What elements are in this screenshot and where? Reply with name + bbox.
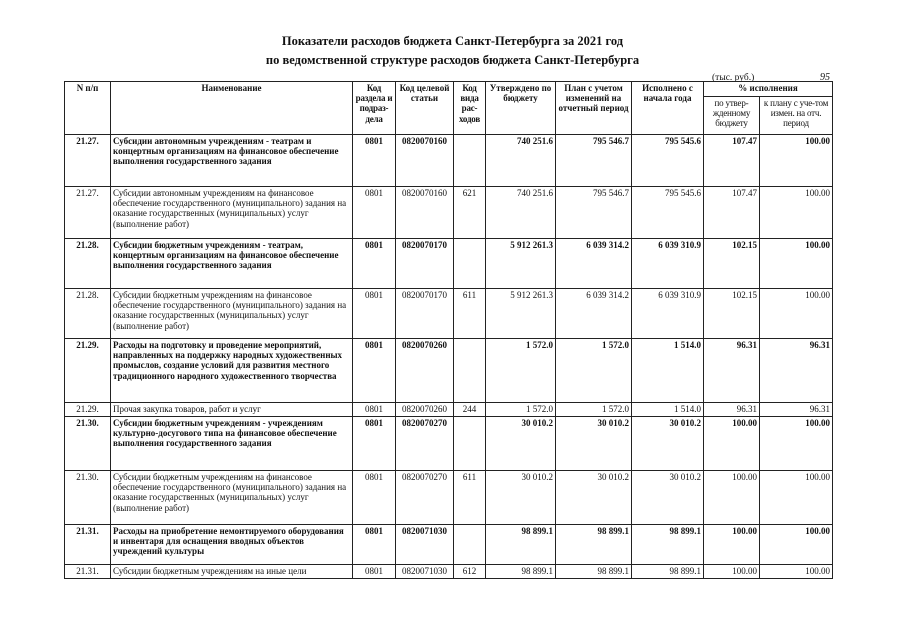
header-kind: Код вида рас-ходов xyxy=(454,82,486,135)
row-section-code: 0801 xyxy=(353,339,396,403)
row-pct-plan: 100.00 xyxy=(760,565,833,579)
row-target-code: 0820070170 xyxy=(396,239,454,289)
header-executed: Исполнено с начала года xyxy=(632,82,704,135)
row-name: Субсидии автономным учреждениям - театрам и концертным организациям на финансовое обеспечение выполнения государственного задания xyxy=(111,135,353,187)
row-target-code: 0820070270 xyxy=(396,471,454,525)
row-target-code: 0820070260 xyxy=(396,403,454,417)
row-section-code: 0801 xyxy=(353,239,396,289)
row-pct-approved: 102.15 xyxy=(704,289,760,339)
row-approved: 30 010.2 xyxy=(486,471,556,525)
row-pct-plan: 96.31 xyxy=(760,403,833,417)
row-executed: 98 899.1 xyxy=(632,565,704,579)
row-kind-code xyxy=(454,525,486,565)
row-target-code: 0820071030 xyxy=(396,525,454,565)
row-pct-plan: 100.00 xyxy=(760,525,833,565)
row-executed: 1 514.0 xyxy=(632,403,704,417)
header-target: Код целевой статьи xyxy=(396,82,454,135)
row-kind-code xyxy=(454,239,486,289)
row-kind-code: 621 xyxy=(454,187,486,239)
row-name: Расходы на подготовку и проведение мероприятий, направленных на поддержку народных художественных промыслов, создание условий для развития местного традиционного народного художественного творчества xyxy=(111,339,353,403)
row-pct-plan: 100.00 xyxy=(760,471,833,525)
row-plan: 6 039 314.2 xyxy=(556,239,632,289)
row-approved: 98 899.1 xyxy=(486,565,556,579)
row-approved: 5 912 261.3 xyxy=(486,289,556,339)
row-approved: 740 251.6 xyxy=(486,135,556,187)
row-number: 21.30. xyxy=(65,471,111,525)
units-label: (тыс. руб.) xyxy=(712,73,755,83)
row-section-code: 0801 xyxy=(353,525,396,565)
row-number: 21.28. xyxy=(65,289,111,339)
row-number: 21.31. xyxy=(65,525,111,565)
row-number: 21.27. xyxy=(65,187,111,239)
row-approved: 98 899.1 xyxy=(486,525,556,565)
table-row xyxy=(65,135,833,187)
row-plan: 1 572.0 xyxy=(556,403,632,417)
row-pct-approved: 100.00 xyxy=(704,525,760,565)
row-section-code: 0801 xyxy=(353,187,396,239)
row-pct-plan: 100.00 xyxy=(760,239,833,289)
row-plan: 30 010.2 xyxy=(556,417,632,471)
row-number: 21.27. xyxy=(65,135,111,187)
row-section-code: 0801 xyxy=(353,135,396,187)
header-pct-plan: к плану с уче-том измен. на отч. период xyxy=(760,97,833,135)
table-row xyxy=(65,239,833,289)
row-plan: 1 572.0 xyxy=(556,339,632,403)
row-pct-plan: 100.00 xyxy=(760,135,833,187)
row-target-code: 0820071030 xyxy=(396,565,454,579)
row-kind-code xyxy=(454,339,486,403)
row-plan: 30 010.2 xyxy=(556,471,632,525)
row-executed: 795 545.6 xyxy=(632,135,704,187)
row-executed: 30 010.2 xyxy=(632,471,704,525)
row-pct-approved: 100.00 xyxy=(704,417,760,471)
page-number: 95 xyxy=(820,72,830,83)
row-approved: 1 572.0 xyxy=(486,339,556,403)
row-executed: 98 899.1 xyxy=(632,525,704,565)
header-pct-approved: по утвер-жденному бюджету xyxy=(704,97,760,135)
document-title: Показатели расходов бюджета Санкт-Петербурга за 2021 год xyxy=(281,34,624,48)
row-number: 21.30. xyxy=(65,417,111,471)
row-executed: 1 514.0 xyxy=(632,339,704,403)
row-section-code: 0801 xyxy=(353,471,396,525)
row-number: 21.29. xyxy=(65,403,111,417)
table-body xyxy=(65,135,833,579)
row-executed: 6 039 310.9 xyxy=(632,239,704,289)
row-plan: 98 899.1 xyxy=(556,565,632,579)
header-num: N п/п xyxy=(65,82,111,135)
row-pct-approved: 100.00 xyxy=(704,565,760,579)
row-name: Субсидии бюджетным учреждениям - учреждениям культурно-досугового типа на финансовое обеспечение выполнения государственного задания xyxy=(111,417,353,471)
row-pct-plan: 100.00 xyxy=(760,289,833,339)
header-approved: Утверждено по бюджету xyxy=(486,82,556,135)
table-row xyxy=(65,417,833,471)
row-pct-plan: 100.00 xyxy=(760,187,833,239)
table-row xyxy=(65,525,833,565)
row-target-code: 0820070270 xyxy=(396,417,454,471)
row-kind-code: 612 xyxy=(454,565,486,579)
row-name: Расходы на приобретение немонтируемого оборудования и инвентаря для оснащения вводных объектов учреждений культуры xyxy=(111,525,353,565)
row-approved: 5 912 261.3 xyxy=(486,239,556,289)
row-pct-plan: 100.00 xyxy=(760,417,833,471)
row-pct-approved: 102.15 xyxy=(704,239,760,289)
table-row xyxy=(65,471,833,525)
row-number: 21.29. xyxy=(65,339,111,403)
header-section: Код раздела и подраз-дела xyxy=(353,82,396,135)
row-kind-code xyxy=(454,417,486,471)
table-row xyxy=(65,289,833,339)
row-section-code: 0801 xyxy=(353,403,396,417)
row-section-code: 0801 xyxy=(353,417,396,471)
row-kind-code: 244 xyxy=(454,403,486,417)
header-plan: План с учетом изменений на отчетный период xyxy=(556,82,632,135)
row-executed: 6 039 310.9 xyxy=(632,289,704,339)
row-name: Субсидии автономным учреждениям на финансовое обеспечение государственного (муниципального) задания на оказание государственных (муниципальных) услуг (выполнение работ) xyxy=(111,187,353,239)
row-target-code: 0820070170 xyxy=(396,289,454,339)
row-target-code: 0820070260 xyxy=(396,339,454,403)
row-approved: 1 572.0 xyxy=(486,403,556,417)
row-pct-approved: 96.31 xyxy=(704,339,760,403)
document-subtitle: по ведомственной структуре расходов бюджета Санкт-Петербурга xyxy=(265,53,640,67)
table-row xyxy=(65,403,833,417)
row-pct-approved: 100.00 xyxy=(704,471,760,525)
row-name: Субсидии бюджетным учреждениям на финансовое обеспечение государственного (муниципального) задания на оказание государственных (муниципальных) услуг (выполнение работ) xyxy=(111,471,353,525)
table-row xyxy=(65,565,833,579)
row-number: 21.28. xyxy=(65,239,111,289)
row-executed: 30 010.2 xyxy=(632,417,704,471)
row-pct-approved: 107.47 xyxy=(704,187,760,239)
row-pct-approved: 107.47 xyxy=(704,135,760,187)
header-name: Наименование xyxy=(111,82,353,135)
row-target-code: 0820070160 xyxy=(396,187,454,239)
row-kind-code: 611 xyxy=(454,289,486,339)
row-plan: 6 039 314.2 xyxy=(556,289,632,339)
row-pct-approved: 96.31 xyxy=(704,403,760,417)
table-row xyxy=(65,339,833,403)
row-plan: 795 546.7 xyxy=(556,135,632,187)
row-pct-plan: 96.31 xyxy=(760,339,833,403)
row-approved: 30 010.2 xyxy=(486,417,556,471)
row-section-code: 0801 xyxy=(353,289,396,339)
row-name: Субсидии бюджетным учреждениям - театрам, концертным организациям на финансовое обеспечение выполнения государственного задания xyxy=(111,239,353,289)
row-name: Прочая закупка товаров, работ и услуг xyxy=(111,403,353,417)
row-section-code: 0801 xyxy=(353,565,396,579)
row-plan: 795 546.7 xyxy=(556,187,632,239)
row-target-code: 0820070160 xyxy=(396,135,454,187)
budget-table xyxy=(64,81,833,579)
row-name: Субсидии бюджетным учреждениям на иные цели xyxy=(111,565,353,579)
row-number: 21.31. xyxy=(65,565,111,579)
table-row xyxy=(65,187,833,239)
row-plan: 98 899.1 xyxy=(556,525,632,565)
row-kind-code xyxy=(454,135,486,187)
header-percent-group: % исполнения xyxy=(704,82,833,97)
row-approved: 740 251.6 xyxy=(486,187,556,239)
row-name: Субсидии бюджетным учреждениям на финансовое обеспечение государственного (муниципального) задания на оказание государственных (муниципальных) услуг (выполнение работ) xyxy=(111,289,353,339)
row-executed: 795 545.6 xyxy=(632,187,704,239)
row-kind-code: 611 xyxy=(454,471,486,525)
